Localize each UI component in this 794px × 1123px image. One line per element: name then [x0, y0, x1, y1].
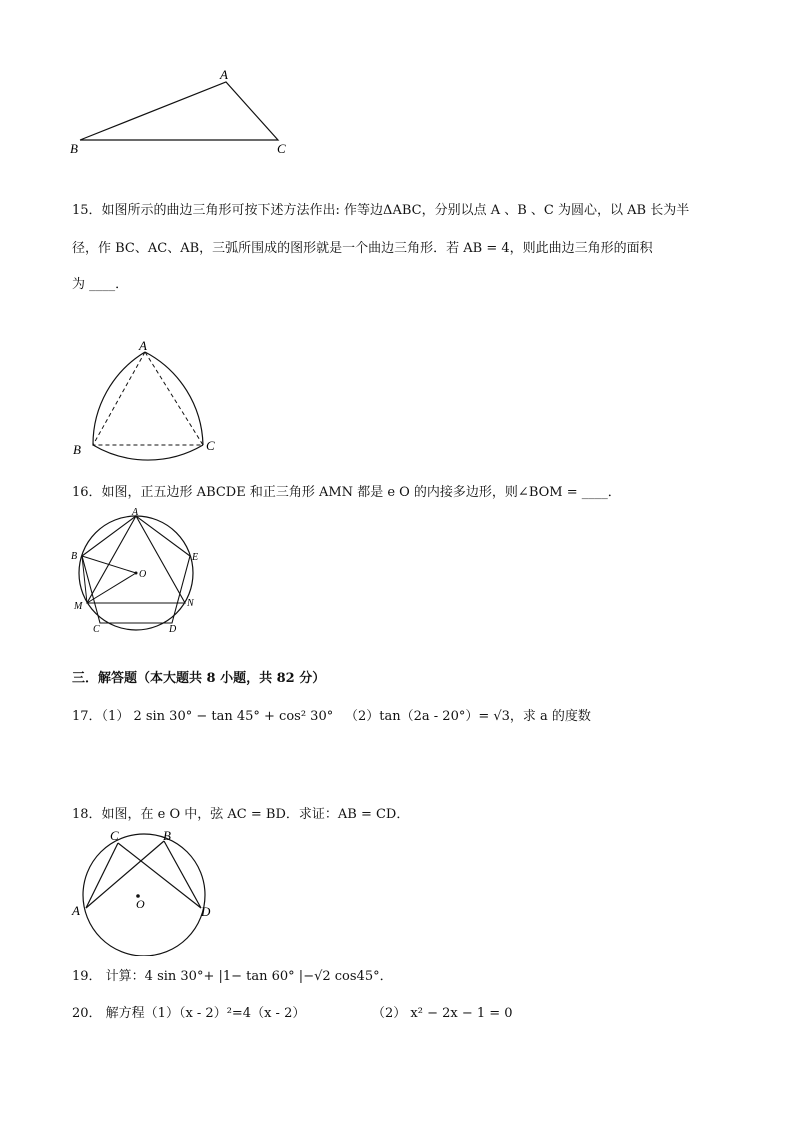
q19-text: 19． 计算：4 sin 30°+ |1− tan 60° |−√2 cos45°．	[72, 969, 393, 984]
label-b: B	[163, 828, 171, 843]
label-d: D	[201, 904, 211, 919]
label-c: C	[93, 624, 100, 635]
chord-ac	[86, 843, 118, 908]
arc-bc	[93, 445, 203, 460]
segment-bm	[82, 556, 87, 603]
label-c: C	[206, 438, 215, 453]
label-c: C	[110, 828, 119, 843]
dashed-triangle	[93, 352, 203, 445]
figure-pentagon-circle	[66, 504, 216, 636]
label-a: A	[139, 338, 147, 353]
label-n: N	[187, 598, 194, 609]
segment-ob	[82, 556, 136, 573]
q16-text: 16．如图，正五边形 ABCDE 和正三角形 AMN 都是 e O 的内接多边形，则∠BOM = ____．	[72, 485, 621, 500]
label-o: O	[139, 569, 147, 580]
q17-part1: 17．（1） 2 sin 30° − tan 45° + cos² 30°	[72, 709, 334, 724]
segment-om	[87, 573, 136, 603]
label-a: A	[132, 507, 139, 518]
center-dot	[135, 572, 138, 575]
label-o: O	[136, 897, 145, 911]
q15-line3: 为 ____．	[72, 277, 129, 292]
chord-ab	[86, 841, 164, 908]
label-b: B	[73, 442, 81, 457]
q15-line2: 径，作 BC、AC、AB，三弧所围成的图形就是一个曲边三角形．若 AB = 4，则此曲边三角形的面积	[72, 241, 653, 256]
q20-part1: 20． 解方程（1）（x - 2）²=4（x - 2）	[72, 1006, 306, 1021]
pentagon-abcde	[82, 516, 190, 623]
label-c: C	[277, 141, 286, 156]
chord-bd	[164, 841, 201, 908]
q18-text: 18．如图，在 e O 中，弦 AC = BD．求证：AB = CD．	[72, 807, 410, 822]
label-m: M	[74, 601, 83, 612]
triangle-amn	[87, 516, 185, 603]
q15-line1: 15．如图所示的曲边三角形可按下述方法作出: 作等边ΔABC，分别以点 A 、B 、C 为圆心，以 AB 长为半	[72, 203, 690, 218]
figure-curved-triangle	[60, 330, 230, 465]
label-d: D	[169, 624, 177, 635]
label-b: B	[71, 551, 78, 562]
label-a: A	[220, 67, 228, 82]
triangle-abc-shape	[80, 82, 278, 140]
label-e: E	[192, 552, 199, 563]
section-heading: 三．解答题（本大题共 8 小题，共 82 分）	[72, 671, 326, 686]
figure-triangle-abc	[60, 60, 320, 160]
label-a: A	[72, 903, 80, 918]
label-b: B	[70, 141, 78, 156]
q20-part2: （2） x² − 2x − 1 = 0	[372, 1006, 513, 1021]
q17-part2: （2）tan（2a - 20°）= √3，求 a 的度数	[345, 709, 591, 724]
figure-circle-chords	[66, 826, 216, 956]
